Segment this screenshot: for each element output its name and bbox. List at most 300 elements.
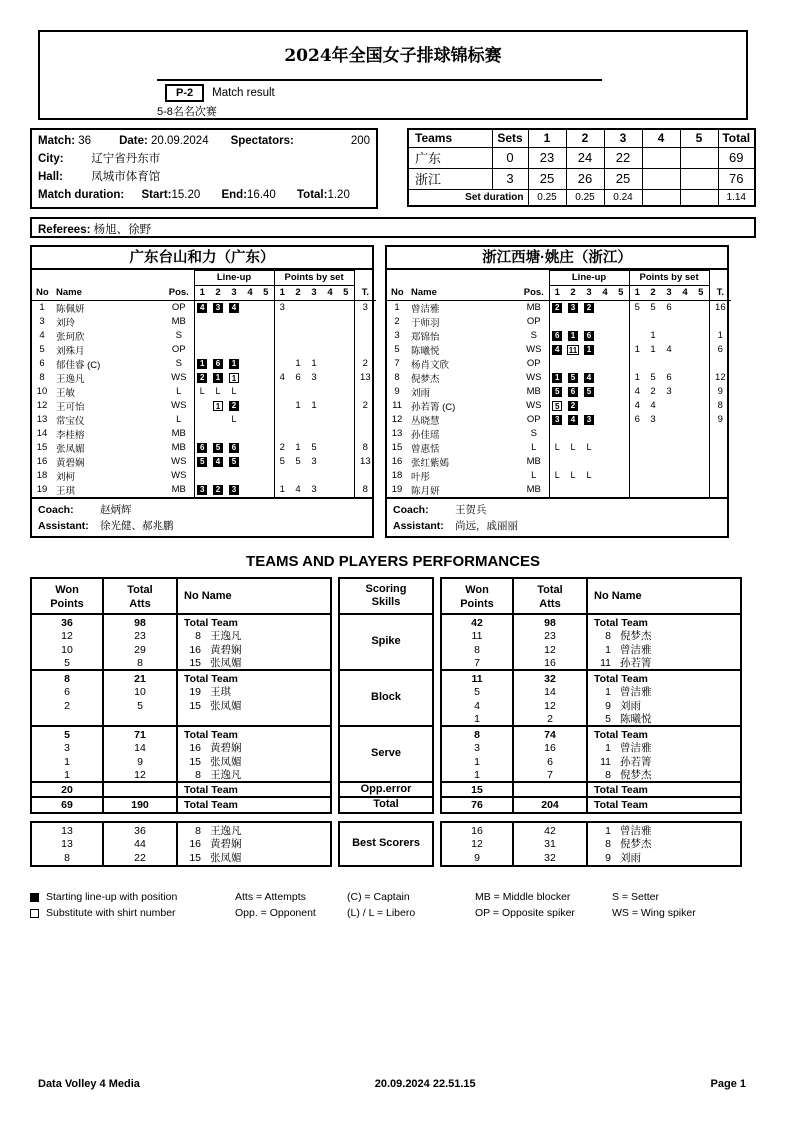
libero-mark: L	[570, 442, 576, 453]
player-row	[387, 343, 731, 357]
starting-position-box: 6	[229, 443, 239, 453]
perf-number: 14	[134, 742, 146, 755]
lineup-cell	[613, 315, 629, 329]
libero-mark: L	[554, 470, 560, 481]
points-cell: 2	[274, 441, 290, 455]
points-cell	[274, 315, 290, 329]
roster-table	[32, 270, 376, 497]
player-total-points: 1	[709, 329, 731, 343]
points-cell	[338, 343, 354, 357]
points-cell	[322, 343, 338, 357]
assistant-names: 徐光健、郝兆鹏	[100, 520, 174, 533]
player-name: 倪梦杰	[411, 373, 440, 385]
player-name: 刘柯	[56, 471, 76, 483]
points-cell	[322, 371, 338, 385]
lineup-cell	[613, 329, 629, 343]
teams-header-cell: 2	[566, 129, 604, 147]
player-position: S	[530, 330, 537, 342]
city-line	[38, 151, 370, 169]
player-number: 1	[39, 302, 45, 314]
legend-text: Substitute with shirt number	[46, 907, 176, 920]
player-position: WS	[171, 456, 187, 468]
coach-name: 王贺兵	[455, 503, 487, 516]
starting-position-box: 6	[568, 387, 578, 397]
player-total-points	[709, 483, 731, 497]
lineup-cell	[210, 427, 226, 441]
teams-header-cell: 5	[680, 129, 718, 147]
lineup-cell	[549, 385, 565, 399]
player-position: L	[176, 414, 182, 426]
legend-text: (C) = Captain	[347, 891, 410, 904]
starting-position-box: 3	[552, 415, 562, 425]
starting-position-box: 5	[213, 443, 223, 453]
points-cell	[661, 399, 677, 413]
starting-position-box: 3	[197, 485, 207, 495]
lineup-cell	[210, 357, 226, 371]
lineup-set-number: 3	[581, 285, 597, 300]
points-cell	[322, 357, 338, 371]
coach-box	[387, 497, 727, 537]
referees-label: Referees:	[38, 223, 91, 236]
perf-player: Total Team	[594, 617, 648, 630]
player-number: 6	[39, 358, 45, 370]
lineup-cell	[613, 469, 629, 483]
player-total-points	[354, 427, 376, 441]
libero-mark: L	[199, 386, 205, 397]
lineup-cell	[210, 455, 226, 469]
points-cell	[290, 385, 306, 399]
team-title: 广东台山和力（广东）	[32, 247, 372, 270]
points-cell	[322, 385, 338, 399]
points-cell	[677, 315, 693, 329]
col-header-no: No	[387, 285, 407, 300]
player-row	[387, 455, 731, 469]
player-row	[387, 385, 731, 399]
perf-number: 22	[134, 851, 146, 864]
lineup-cell	[258, 385, 274, 399]
points-cell	[306, 469, 322, 483]
player-total-points	[354, 315, 376, 329]
lineup-cell	[597, 357, 613, 371]
substitute-box: 11	[568, 345, 578, 355]
assistant-names: 尚远，戚丽丽	[455, 520, 518, 533]
player-name: 于师羽	[411, 317, 440, 329]
lineup-cell	[565, 455, 581, 469]
perf-number: 8	[474, 729, 480, 742]
points-cell: 1	[629, 371, 645, 385]
lineup-cell	[613, 357, 629, 371]
player-number: 16	[391, 456, 403, 468]
lineup-cell	[210, 300, 226, 315]
col-header-pos: Pos.	[164, 285, 194, 300]
points-set-number: 3	[306, 285, 322, 300]
lineup-cell	[597, 469, 613, 483]
lineup-cell	[210, 371, 226, 385]
total-duration: 1.20	[327, 188, 350, 201]
points-cell: 6	[666, 372, 672, 384]
player-total-points: 9	[709, 413, 731, 427]
lineup-cell	[242, 315, 258, 329]
points-cell	[645, 469, 661, 483]
perf-number: 42	[544, 825, 556, 838]
match-date: 20.09.2024	[151, 135, 209, 147]
points-cell	[661, 357, 677, 371]
points-set-number: 5	[693, 285, 709, 300]
perf-number: 16	[471, 825, 483, 838]
player-number: 8	[39, 372, 45, 384]
lineup-cell	[549, 343, 565, 357]
player-position: MB	[526, 386, 541, 398]
starting-position-box: 2	[552, 303, 562, 313]
starting-position-box: 2	[229, 401, 239, 411]
footer-timestamp: 20.09.2024 22.51.15	[374, 1078, 476, 1090]
points-set-number: 2	[645, 285, 661, 300]
teams-table	[407, 128, 756, 207]
perf-block-block	[30, 669, 332, 727]
starting-position-box: 3	[229, 485, 239, 495]
points-cell	[677, 300, 693, 315]
perf-player: 16 黄碧娴	[189, 838, 242, 851]
player-row	[387, 329, 731, 343]
player-row	[32, 427, 376, 441]
team-score-row	[408, 168, 755, 189]
report-separator-line	[157, 79, 602, 81]
legend-text: WS = Wing spiker	[612, 907, 696, 920]
tournament-phase: 5-8名名次赛	[157, 106, 217, 118]
lineup-cell	[597, 483, 613, 497]
lineup-cell	[565, 371, 581, 385]
starting-position-box: 4	[584, 373, 594, 383]
empty-square-icon	[30, 909, 39, 918]
perf-block-total	[30, 796, 332, 814]
match-info-row	[30, 128, 756, 209]
points-cell	[677, 329, 693, 343]
perf-player: 1 曾洁雅	[605, 742, 652, 755]
perf-number: 32	[544, 851, 556, 864]
referees-bar	[30, 217, 756, 238]
legend-text: (L) / L = Libero	[347, 907, 416, 920]
libero-mark: L	[586, 442, 592, 453]
points-cell	[629, 455, 645, 469]
player-name: 陈佩妍	[56, 303, 85, 315]
perf-number: 74	[544, 729, 556, 742]
player-row	[32, 300, 376, 315]
set-points	[642, 168, 680, 189]
points-cell	[645, 357, 661, 371]
lineup-cell	[226, 329, 242, 343]
lineup-cell	[194, 427, 210, 441]
perf-player: Total Team	[594, 673, 648, 686]
substitute-box: 1	[213, 401, 223, 411]
city-value: 辽宁省丹东市	[91, 152, 161, 165]
perf-player: Total Team	[594, 799, 648, 812]
libero-mark: L	[554, 442, 560, 453]
substitute-box: 5	[552, 401, 562, 411]
lineup-cell	[226, 483, 242, 497]
skills-header: Scoring Skills	[338, 577, 434, 615]
lineup-cell	[597, 329, 613, 343]
set-duration-value: 0.25	[528, 189, 566, 206]
lineup-cell	[613, 385, 629, 399]
lineup-cell	[565, 399, 581, 413]
perf-player: Total Team	[594, 784, 648, 797]
points-cell	[322, 329, 338, 343]
perf-number: 14	[544, 686, 556, 699]
player-total-points: 8	[709, 399, 731, 413]
starting-position-box: 4	[197, 303, 207, 313]
lineup-cell	[549, 441, 565, 455]
lineup-cell	[613, 427, 629, 441]
player-total-points: 2	[354, 357, 376, 371]
player-number: 5	[394, 344, 400, 356]
points-cell	[677, 455, 693, 469]
player-name: 郁佳睿 (C)	[56, 359, 101, 371]
starting-position-box: 6	[584, 331, 594, 341]
hall-value: 凤城市体育馆	[91, 170, 161, 183]
perf-number: 3	[474, 742, 480, 755]
points-cell	[290, 315, 306, 329]
player-total-points: 13	[354, 455, 376, 469]
skill-label-spike: Spike	[338, 613, 434, 671]
points-cell	[693, 455, 709, 469]
player-position: MB	[171, 484, 186, 496]
player-total-points: 3	[354, 300, 376, 315]
lineup-cell	[613, 455, 629, 469]
points-cell	[629, 441, 645, 455]
points-cell	[322, 469, 338, 483]
starting-position-box: 2	[568, 401, 578, 411]
points-cell	[306, 427, 322, 441]
player-number: 12	[36, 400, 48, 412]
lineup-cell	[242, 483, 258, 497]
substitute-box: 1	[229, 373, 239, 383]
lineup-set-number: 1	[549, 285, 565, 300]
set-points: 25	[604, 168, 642, 189]
lineup-cell	[210, 399, 226, 413]
lineup-cell	[613, 371, 629, 385]
points-cell	[645, 483, 661, 497]
player-total-points	[709, 357, 731, 371]
points-cell	[322, 483, 338, 497]
legend	[30, 891, 756, 919]
player-row	[387, 371, 731, 385]
lineup-cell	[597, 399, 613, 413]
perf-number: 13	[61, 838, 73, 851]
points-cell	[306, 329, 322, 343]
perf-player: Total Team	[184, 673, 238, 686]
lineup-cell	[549, 357, 565, 371]
col-header-no: No	[32, 285, 52, 300]
points-cell	[338, 399, 354, 413]
player-number: 1	[394, 302, 400, 314]
points-cell	[322, 300, 338, 315]
points-cell: 6	[629, 413, 645, 427]
legend-row	[30, 891, 756, 903]
player-name: 孙佳瑶	[411, 429, 440, 441]
points-cell	[338, 385, 354, 399]
points-cell	[290, 343, 306, 357]
points-cell	[629, 427, 645, 441]
footer-app-name: Data Volley 4 Media	[38, 1078, 140, 1090]
lineup-cell	[242, 385, 258, 399]
player-number: 12	[391, 414, 403, 426]
lineup-cell	[565, 343, 581, 357]
lineup-cell	[194, 385, 210, 399]
no-name-header: No Name	[594, 590, 642, 603]
perf-number: 6	[547, 755, 553, 768]
lineup-cell	[242, 441, 258, 455]
teams-header-cell: Sets	[492, 129, 528, 147]
points-cell: 5	[274, 455, 290, 469]
perf-number: 36	[134, 825, 146, 838]
points-cell	[693, 357, 709, 371]
libero-mark: L	[231, 386, 237, 397]
perf-number: 12	[61, 630, 73, 643]
perf-player: 5 陈曦悦	[605, 712, 652, 725]
lineup-cell	[258, 399, 274, 413]
player-row	[387, 469, 731, 483]
perf-player: Total Team	[184, 799, 238, 812]
coach-label: Coach:	[393, 503, 429, 516]
lineup-cell	[258, 427, 274, 441]
lineup-cell	[226, 399, 242, 413]
perf-block-block	[440, 669, 742, 727]
performance-table-away	[440, 577, 742, 867]
lineup-cell	[226, 371, 242, 385]
lineup-cell	[581, 427, 597, 441]
lineup-cell	[210, 483, 226, 497]
player-name: 刘玲	[56, 317, 76, 329]
starting-position-box: 3	[584, 415, 594, 425]
points-cell: 1	[274, 483, 290, 497]
points-cell: 1	[295, 400, 301, 412]
player-row	[387, 315, 731, 329]
points-cell	[661, 427, 677, 441]
points-cell: 1	[311, 358, 317, 370]
player-name: 叶彤	[411, 471, 431, 483]
points-cell	[274, 469, 290, 483]
player-name: 王逸凡	[56, 373, 85, 385]
player-name: 王可怡	[56, 401, 85, 413]
lineup-cell	[581, 315, 597, 329]
perf-number: 2	[547, 712, 553, 725]
lineup-cell	[258, 315, 274, 329]
starting-position-box: 2	[213, 485, 223, 495]
perf-number: 21	[134, 673, 146, 686]
rosters-row	[30, 245, 756, 539]
points-cell	[338, 315, 354, 329]
player-row	[387, 357, 731, 371]
teams-score-table	[407, 128, 756, 209]
starting-position-box: 6	[197, 443, 207, 453]
legend-text: Starting line-up with position	[46, 891, 178, 904]
points-cell: 5	[650, 372, 656, 384]
perf-header	[30, 577, 332, 615]
points-cell	[693, 427, 709, 441]
legend-text: Atts = Attempts	[235, 891, 306, 904]
player-total-points: 8	[354, 441, 376, 455]
lineup-cell	[565, 441, 581, 455]
perf-number: 1	[64, 768, 70, 781]
set-points: 24	[566, 147, 604, 168]
player-number: 14	[36, 428, 48, 440]
lineup-cell	[613, 413, 629, 427]
player-name: 孙若箐 (C)	[411, 401, 456, 413]
perf-block-opp-error	[30, 781, 332, 798]
points-cell	[629, 469, 645, 483]
lineup-cell	[613, 343, 629, 357]
perf-player: 11 孙若箐	[600, 755, 652, 768]
player-position: OP	[171, 344, 186, 356]
player-row	[32, 441, 376, 455]
lineup-cell	[565, 385, 581, 399]
player-position: MB	[171, 316, 186, 328]
starting-position-box: 1	[229, 359, 239, 369]
perf-block-serve	[440, 725, 742, 783]
player-position: WS	[526, 344, 542, 356]
player-row	[32, 469, 376, 483]
points-cell	[677, 413, 693, 427]
perf-number: 8	[474, 643, 480, 656]
player-total-points	[709, 455, 731, 469]
start-time: 15.20	[171, 188, 201, 201]
player-row	[32, 315, 376, 329]
points-cell	[693, 343, 709, 357]
player-name: 张红紫嫣	[411, 457, 450, 469]
points-set-number: 1	[274, 285, 290, 300]
lineup-cell	[226, 357, 242, 371]
points-cell	[677, 427, 693, 441]
starting-position-box: 6	[552, 331, 562, 341]
points-cell: 4	[666, 344, 672, 356]
points-cell	[629, 315, 645, 329]
points-cell	[677, 441, 693, 455]
legend-text: S = Setter	[612, 891, 659, 904]
lineup-cell	[210, 315, 226, 329]
points-cell	[693, 399, 709, 413]
lineup-cell	[210, 469, 226, 483]
libero-mark: L	[215, 386, 221, 397]
lineup-cell	[258, 441, 274, 455]
points-cell: 1	[650, 330, 656, 342]
teams-header-cell: 1	[528, 129, 566, 147]
perf-player: 15 张凤媚	[189, 656, 242, 669]
points-cell	[693, 300, 709, 315]
lineup-cell	[210, 385, 226, 399]
lineup-cell	[242, 455, 258, 469]
lineup-cell	[194, 315, 210, 329]
player-total-points: 6	[709, 343, 731, 357]
best-scorers-label: Best Scorers	[338, 821, 434, 867]
lineup-cell	[597, 371, 613, 385]
player-number: 15	[36, 442, 48, 454]
perf-player: 15 张凤媚	[189, 851, 242, 864]
lineup-cell	[194, 300, 210, 315]
perf-number: 9	[137, 755, 143, 768]
set-points: 22	[604, 147, 642, 168]
total-atts-header: Total	[537, 584, 563, 597]
lineup-group-header: Line-up	[194, 270, 274, 285]
points-cell: 6	[295, 372, 301, 384]
perf-number	[104, 783, 176, 796]
lineup-cell	[194, 469, 210, 483]
duration-line	[38, 187, 370, 205]
player-number: 4	[39, 330, 45, 342]
lineup-cell	[549, 315, 565, 329]
points-cell	[661, 329, 677, 343]
performances-title: TEAMS AND PLAYERS PERFORMANCES	[246, 553, 540, 571]
assistant-label: Assistant:	[393, 520, 444, 533]
